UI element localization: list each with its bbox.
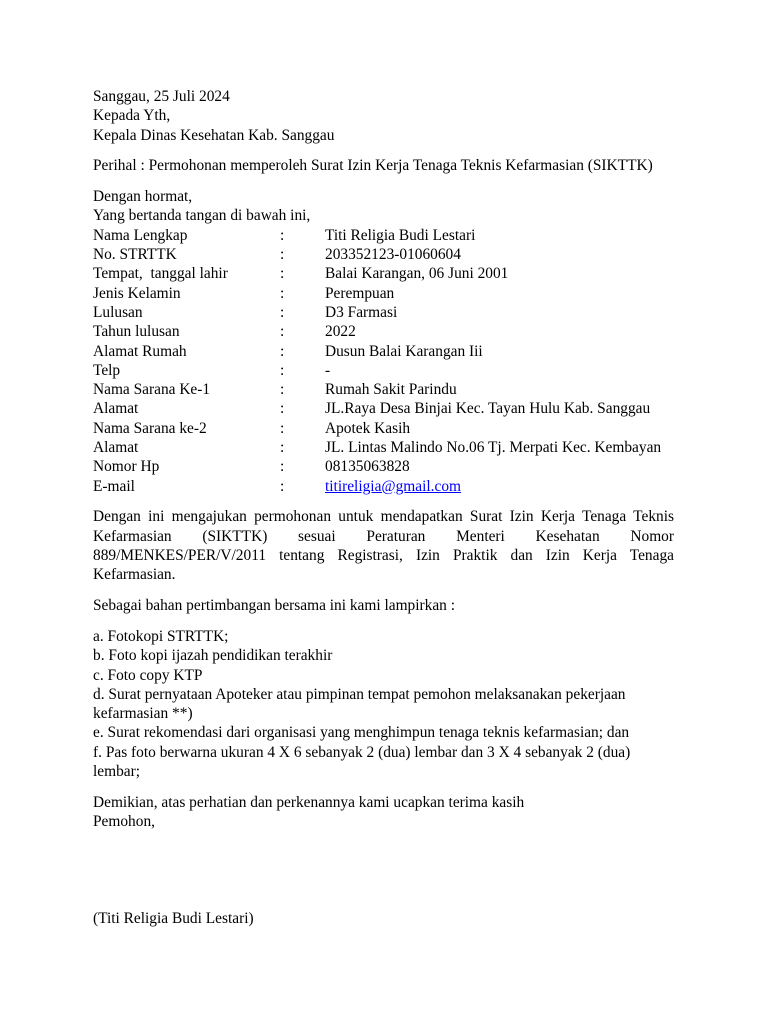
attachments-intro-text: Sebagai bahan pertimbangan bersama ini kami lampirkan : [93,597,455,615]
attachment-item: d. Surat pernyataan Apoteker atau pimpinan tempat pemohon melaksanakan pekerjaan [93,685,626,703]
applicant-label: Pemohon, [93,813,155,831]
detail-row [93,361,674,380]
detail-value: Apotek Kasih [325,419,411,437]
detail-label: Nama Lengkap [93,226,188,244]
recipient-salutation: Kepada Yth, [93,107,171,125]
attachment-item: lembar; [93,763,141,780]
detail-value: Balai Karangan, 06 Juni 2001 [325,265,509,283]
detail-value: D3 Farmasi [325,303,398,321]
detail-separator: : [280,323,285,341]
detail-value: Dusun Balai Karangan Iii [325,342,483,360]
detail-separator: : [280,226,285,244]
detail-row [93,342,674,361]
email-row [93,477,674,496]
signature-block [93,909,674,928]
detail-row [93,380,674,399]
attachments-list [93,627,674,781]
signature-space [93,831,674,909]
detail-value: 08135063828 [325,458,410,476]
detail-label: Jenis Kelamin [93,284,181,302]
detail-value: 203352123-01060604 [325,246,461,264]
attachment-item: f. Pas foto berwarna ukuran 4 X 6 sebanyak 2 (dua) lembar dan 3 X 4 sebanyak 2 (dua) [93,743,631,761]
detail-row [93,419,674,438]
detail-label: Nomor Hp [93,458,160,476]
detail-label: Alamat [93,400,139,418]
detail-label: Tahun lulusan [93,323,180,341]
detail-separator: : [280,361,285,379]
detail-separator: : [280,284,285,302]
letter-header [93,87,674,145]
detail-row [93,264,674,283]
subject-line [93,156,674,175]
email-label: E-mail [93,477,135,495]
detail-row [93,399,674,418]
detail-row [93,303,674,322]
detail-separator: : [280,458,285,476]
attachment-item: e. Surat rekomendasi dari organisasi yang menghimpun tenaga teknis kefarmasian; dan [93,724,630,742]
detail-value: - [325,361,331,379]
attachment-item: a. Fotokopi STRTTK; [93,627,229,645]
detail-separator: : [280,477,285,495]
place-date: Sanggau, 25 Juli 2024 [93,88,230,105]
detail-row [93,438,674,457]
opening [93,187,674,226]
intro-text: Yang bertanda tangan di bawah ini, [93,207,311,225]
detail-value: JL. Lintas Malindo No.06 Tj. Merpati Kec. Kembayan [325,439,662,457]
detail-value: 2022 [325,323,356,341]
detail-label: Tempat, tanggal lahir [93,265,228,283]
greeting: Dengan hormat, [93,188,193,206]
detail-separator: : [280,439,285,457]
signature-name: (Titi Religia Budi Lestari) [93,910,254,928]
recipient-name: Kepala Dinas Kesehatan Kab. Sanggau [93,126,335,144]
detail-value: JL.Raya Desa Binjai Kec. Tayan Hulu Kab. Sanggau [325,400,651,418]
detail-label: Telp [93,361,121,379]
attachment-item: c. Foto copy KTP [93,666,203,684]
closing-text: Demikian, atas perhatian dan perkenannya kami ucapkan terima kasih [93,793,525,811]
email-link[interactable]: titireligia@gmail.com [325,477,461,495]
attachment-item: kefarmasian **) [93,705,193,723]
detail-label: Nama Sarana Ke-1 [93,381,211,399]
detail-row [93,457,674,476]
closing-block [93,793,674,832]
detail-row [93,284,674,303]
detail-label: Nama Sarana ke-2 [93,419,207,437]
attachments-intro [93,596,674,615]
letter-page [93,87,674,929]
detail-separator: : [280,246,285,264]
detail-value: Perempuan [325,284,395,302]
detail-label: Alamat [93,439,139,457]
detail-separator: : [280,265,285,283]
subject-text: Perihal : Permohonan memperoleh Surat Izin Kerja Tenaga Teknis Kefarmasian (SIKTTK) [93,157,653,175]
detail-label: Alamat Rumah [93,342,187,360]
applicant-details [93,226,674,496]
detail-value: Titi Religia Budi Lestari [325,226,476,244]
detail-separator: : [280,303,285,321]
detail-separator: : [280,381,285,399]
detail-separator: : [280,419,285,437]
detail-separator: : [280,400,285,418]
detail-row [93,245,674,264]
request-paragraph: Dengan ini mengajukan permohonan untuk mendapatkan Surat Izin Kerja Tenaga Teknis Kefarmasian (SIKTTK) sesuai Peraturan Menteri Kesehatan Nomor 889/MENKES/PER/V/2011 tentang Registrasi, Izin Praktik dan Izin Kerja Tenaga Kefarmasian. [93,508,674,584]
detail-value: Rumah Sakit Parindu [325,381,457,399]
detail-label: No. STRTTK [93,246,177,264]
detail-label: Lulusan [93,303,143,321]
detail-separator: : [280,342,285,360]
attachment-item: b. Foto kopi ijazah pendidikan terakhir [93,647,333,665]
detail-row [93,322,674,341]
detail-row [93,226,674,245]
